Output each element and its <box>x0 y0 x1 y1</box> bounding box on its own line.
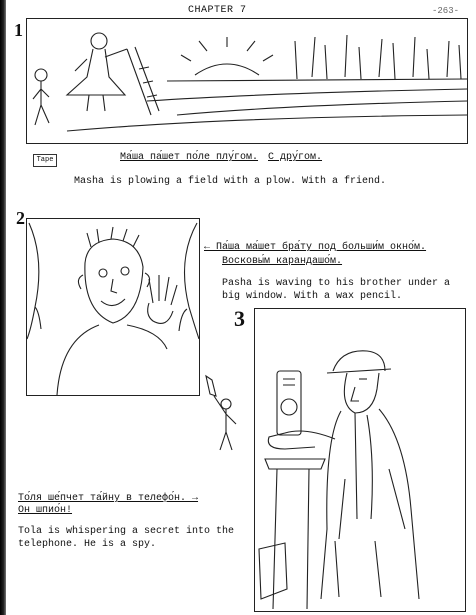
caption-2-english-2: big window. With a wax pencil. <box>222 291 403 302</box>
caption-2-english-1: Pasha is waving to his brother under a <box>222 278 451 289</box>
plowing-illustration <box>27 19 467 143</box>
caption-2-russian-1: ← Па́ша ма́шет бра́ту под больши́м окно́м. <box>204 242 427 253</box>
caption-1-russian-b: С дру́гом. <box>268 152 323 163</box>
panel-3-number: 3 <box>234 306 245 331</box>
spy-phone-illustration <box>255 309 465 611</box>
caption-3-english-1: Tola is whispering a secret into the <box>18 526 235 537</box>
caption-3-english-2: telephone. He is a spy. <box>18 539 157 550</box>
binding-edge <box>0 0 6 615</box>
panel-2-window-scene <box>26 218 200 396</box>
caption-2-russian-2: Восковы́м карандашо́м. <box>222 256 343 267</box>
panel-2-number: 2 <box>16 208 25 228</box>
caption-3-russian-2: Он шпио́н! <box>18 505 73 516</box>
chapter-heading: CHAPTER 7 <box>188 5 247 16</box>
waving-illustration <box>27 219 199 395</box>
panel-3-phone-scene <box>254 308 466 612</box>
panel-1-field-scene <box>26 18 468 144</box>
tape-label: Tape <box>33 154 57 167</box>
caption-1-english: Masha is plowing a field with a plow. With a friend. <box>74 176 387 187</box>
panel-1-number: 1 <box>14 20 23 40</box>
page-number: -263- <box>432 6 460 16</box>
caption-1-russian-a: Ма́ша па́шет по́ле плу́гом. <box>120 152 259 163</box>
caption-3-russian-1: То́ля ше́пчет та́йну в телефо́н. → <box>18 493 199 504</box>
